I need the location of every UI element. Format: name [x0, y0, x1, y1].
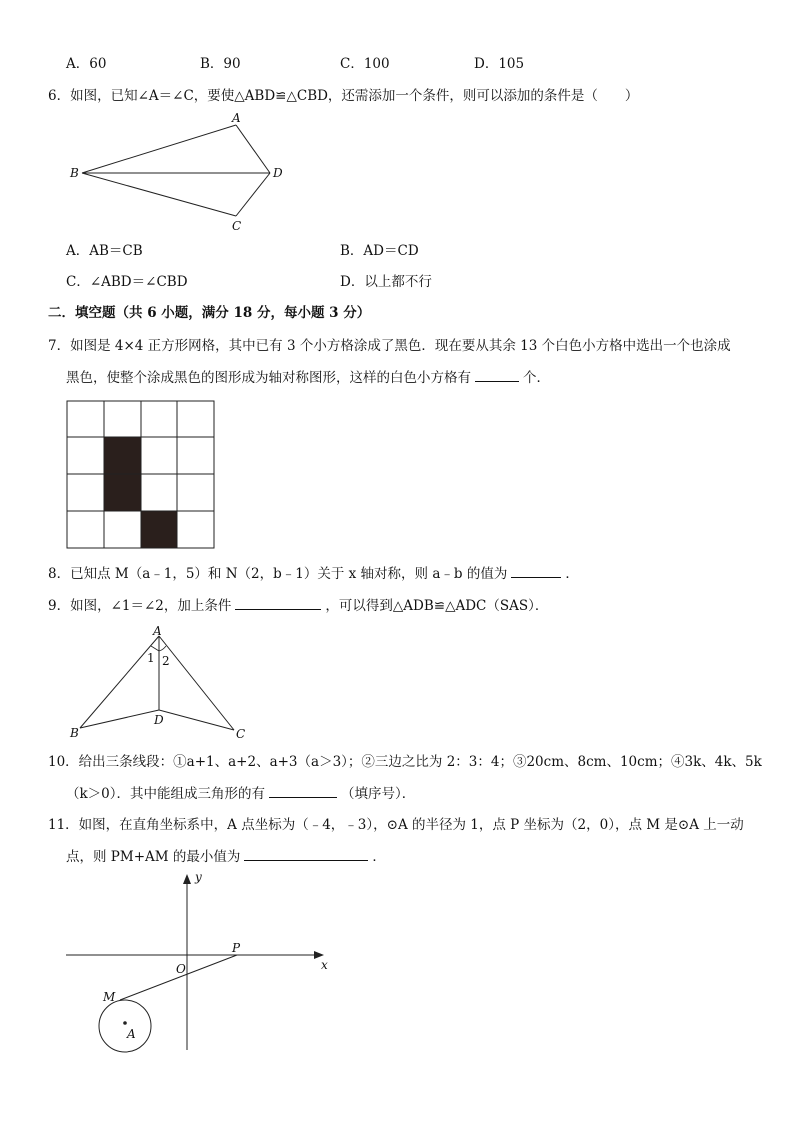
q6-option-d: D．以上都不行: [340, 274, 432, 290]
q11-end: ．: [372, 849, 386, 865]
q11-line1: 11．如图，在直角坐标系中，A 点坐标为（﹣4，﹣3），⊙A 的半径为 1，点 P 坐标为（2，0），点 M 是⊙A 上一动: [48, 817, 744, 833]
q8-question: 8．已知点 M（a﹣1，5）和 N（2，b﹣1）关于 x 轴对称，则 a﹣b 的值为: [48, 566, 508, 582]
q9-label-a: A: [153, 624, 162, 638]
q7-text-end: 个．: [523, 370, 550, 386]
q6-text: 6．如图，已知∠A＝∠C，要使△ABD≌△CBD，还需添加一个条件，则可以添加的条件是（ ）: [48, 88, 639, 104]
q8-end: ．: [565, 566, 579, 582]
q6-option-b: B．AD＝CD: [340, 243, 419, 259]
q9-text: [48, 595, 548, 616]
q11-label-a: A: [127, 1027, 136, 1041]
q9-angle-2: 2: [162, 654, 170, 668]
q9-end: ，可以得到△ADB≌△ADC（SAS）．: [325, 598, 549, 614]
q6-label-b: B: [70, 166, 79, 180]
q11-label-p: P: [232, 941, 241, 955]
q5-option-b: B．90: [200, 56, 241, 72]
q6-figure: [60, 108, 300, 234]
q9-label-b: B: [70, 726, 79, 740]
q11-line2: [66, 846, 386, 867]
q11-label-x: x: [321, 958, 328, 972]
q5-option-a: A．60: [66, 56, 107, 72]
q9-label-d: D: [154, 713, 164, 727]
q8-text: [48, 563, 579, 584]
q6-label-a: A: [232, 111, 241, 125]
q9-figure: [62, 622, 262, 744]
q10-line2: [66, 783, 415, 804]
q6-label-d: D: [273, 166, 283, 180]
q8-answer-blank[interactable]: [511, 563, 561, 578]
section-heading: 二．填空题（共 6 小题，满分 18 分，每小题 3 分）: [48, 305, 371, 321]
q6-option-c: C．∠ABD＝∠CBD: [66, 274, 188, 290]
q10-line1: 10．给出三条线段：①a+1、a+2、a+3（a＞3）；②三边之比为 2：3：4；③20cm、8cm、10cm；④3k、4k、5k: [48, 754, 762, 770]
q11-label-y: y: [195, 870, 202, 884]
q10-end: （填序号）．: [341, 786, 416, 802]
q7-answer-blank[interactable]: [475, 367, 519, 382]
q10-question: （k＞0）．其中能组成三角形的有: [66, 786, 266, 802]
q5-option-c: C．100: [340, 56, 390, 72]
q9-question: 9．如图，∠1＝∠2，加上条件: [48, 598, 232, 614]
q6-option-a: A．AB＝CB: [66, 243, 143, 259]
q9-label-c: C: [236, 727, 246, 741]
q7-grid: [66, 400, 216, 550]
q9-answer-blank[interactable]: [235, 595, 321, 610]
q10-answer-blank[interactable]: [269, 783, 337, 798]
q6-label-c: C: [232, 219, 242, 233]
q11-label-o: O: [176, 962, 186, 976]
q11-question: 点，则 PM+AM 的最小值为: [66, 849, 241, 865]
q11-answer-blank[interactable]: [244, 846, 368, 861]
q7-line2: [66, 367, 550, 388]
q11-figure: [60, 868, 340, 1058]
q11-label-m: M: [103, 990, 116, 1004]
q7-line1: 7．如图是 4×4 正方形网格，其中已有 3 个小方格涂成了黑色．现在要从其余 13 个白色小方格中选出一个也涂成: [48, 338, 731, 354]
q7-text: 黑色，使整个涂成黑色的图形成为轴对称图形，这样的白色小方格有: [66, 370, 471, 386]
q9-angle-1: 1: [147, 651, 155, 665]
q5-option-d: D．105: [474, 56, 525, 72]
